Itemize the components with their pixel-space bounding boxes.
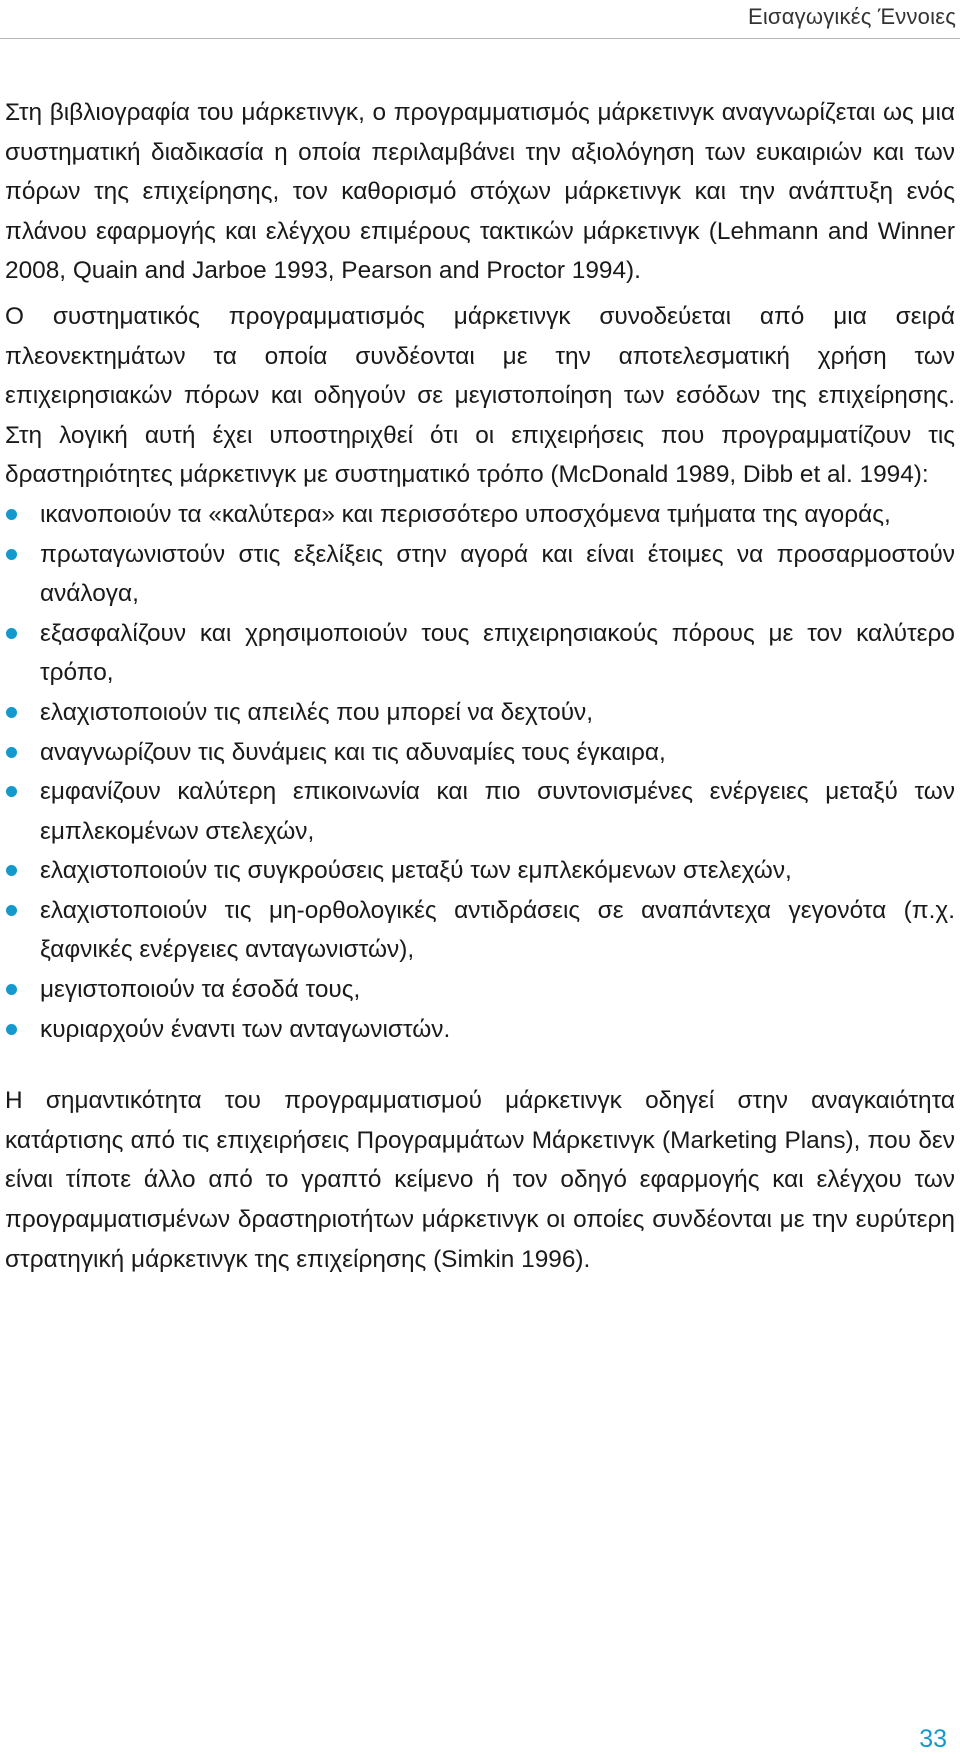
list-item [5,693,955,733]
list-item [5,1010,955,1050]
list-item-text: πρωταγωνιστούν στις εξελίξεις στην αγορά και είναι έτοιμες να προσαρμοστούν ανάλογα, [40,540,955,608]
list-item [5,733,955,773]
bullet-icon [6,865,17,876]
list-item-text: ελαχιστοποιούν τις συγκρούσεις μεταξύ των εμπλεκόμενων στελεχών, [40,857,792,885]
bullet-icon [6,786,17,797]
list-item-text: αναγνωρίζουν τις δυνάμεις και τις αδυναμίες τους έγκαιρα, [40,738,666,766]
list-item [5,891,955,970]
list-item [5,614,955,693]
paragraph-marketing-plans: Η σημαντικότητα του προγραμματισμού μάρκετινγκ οδηγεί στην αναγκαιότητα κατάρτισης από τις επιχειρήσεις Προγραμμάτων Μάρκετινγκ (Marketing Plans), που δεν είναι τίποτε άλλο από το γραπτό κείμενο ή τον οδηγό εφαρμογής και ελέγχου των προγραμματισμένων δραστηριοτήτων μάρκετινγκ οι οποίες συνδέονται με την ευρύτερη στρατηγική μάρκετινγκ της επιχείρησης (Simkin 1996). [5,1087,955,1273]
list-item-text: κυριαρχούν έναντι των ανταγωνιστών. [40,1015,451,1043]
header-divider [0,38,960,39]
bullet-icon [6,549,17,560]
page-body [5,93,955,1279]
bullet-icon [6,747,17,758]
paragraph-marketing-planning-definition: Στη βιβλιογραφία του μάρκετινγκ, ο προγραμματισμός μάρκετινγκ αναγνωρίζεται ως μια συστηματική διαδικασία η οποία περιλαμβάνει την αξιολόγηση των ευκαιριών και των πόρων της επιχείρησης, τον καθορισμό στόχων μάρκετινγκ και την ανάπτυξη ενός πλάνου εφαρμογής και ελέγχου επιμέρους τακτικών μάρκετινγκ (Lehmann and Winner 2008, Quain and Jarboe 1993, Pearson and Proctor 1994). [5,99,955,285]
bullet-icon [6,1024,17,1035]
list-item-text: εμφανίζουν καλύτερη επικοινωνία και πιο συντονισμένες ενέργειες μεταξύ των εμπλεκομένων στελεχών, [40,778,955,845]
bullet-icon [6,628,17,639]
paragraph-marketing-planning-advantages: Ο συστηματικός προγραμματισμός μάρκετινγκ συνοδεύεται από μια σειρά πλεονεκτημάτων τα οποία συνδέονται με την αποτελεσματική χρήση των επιχειρησιακών πόρων και οδηγούν σε μεγιστοποίηση των εσόδων της επιχείρησης. Στη λογική αυτή έχει υποστηριχθεί ότι οι επιχειρήσεις που προγραμματίζουν τις δραστηριότητες μάρκετινγκ με συστηματικό τρόπο (McDonald 1989, Dibb et al. 1994): [5,302,955,489]
section-spacer [5,1049,955,1081]
list-item [5,970,955,1010]
advantages-list [5,495,955,1049]
bullet-icon [6,509,17,520]
list-item [5,535,955,614]
list-item [5,772,955,851]
bullet-icon [6,905,17,916]
list-item-text: ελαχιστοποιούν τις μη-ορθολογικές αντιδράσεις σε αναπάντεχα γεγονότα (π.χ. ξαφνικές ενέργειες ανταγωνιστών), [40,896,955,964]
list-item-text: μεγιστοποιούν τα έσοδά τους, [40,976,361,1004]
list-item [5,851,955,891]
page-number: 33 [919,1725,947,1753]
list-item-text: ελαχιστοποιούν τις απειλές που μπορεί να δεχτούν, [40,698,594,726]
running-header-title: Εισαγωγικές Έννοιες [747,4,956,29]
list-item [5,495,955,535]
list-item-text: εξασφαλίζουν και χρησιμοποιούν τους επιχειρησιακούς πόρους με τον καλύτερο τρόπο, [40,619,955,687]
list-item-text: ικανοποιούν τα «καλύτερα» και περισσότερο υποσχόμενα τμήματα της αγοράς, [40,500,891,528]
bullet-icon [6,984,17,995]
bullet-icon [6,707,17,718]
